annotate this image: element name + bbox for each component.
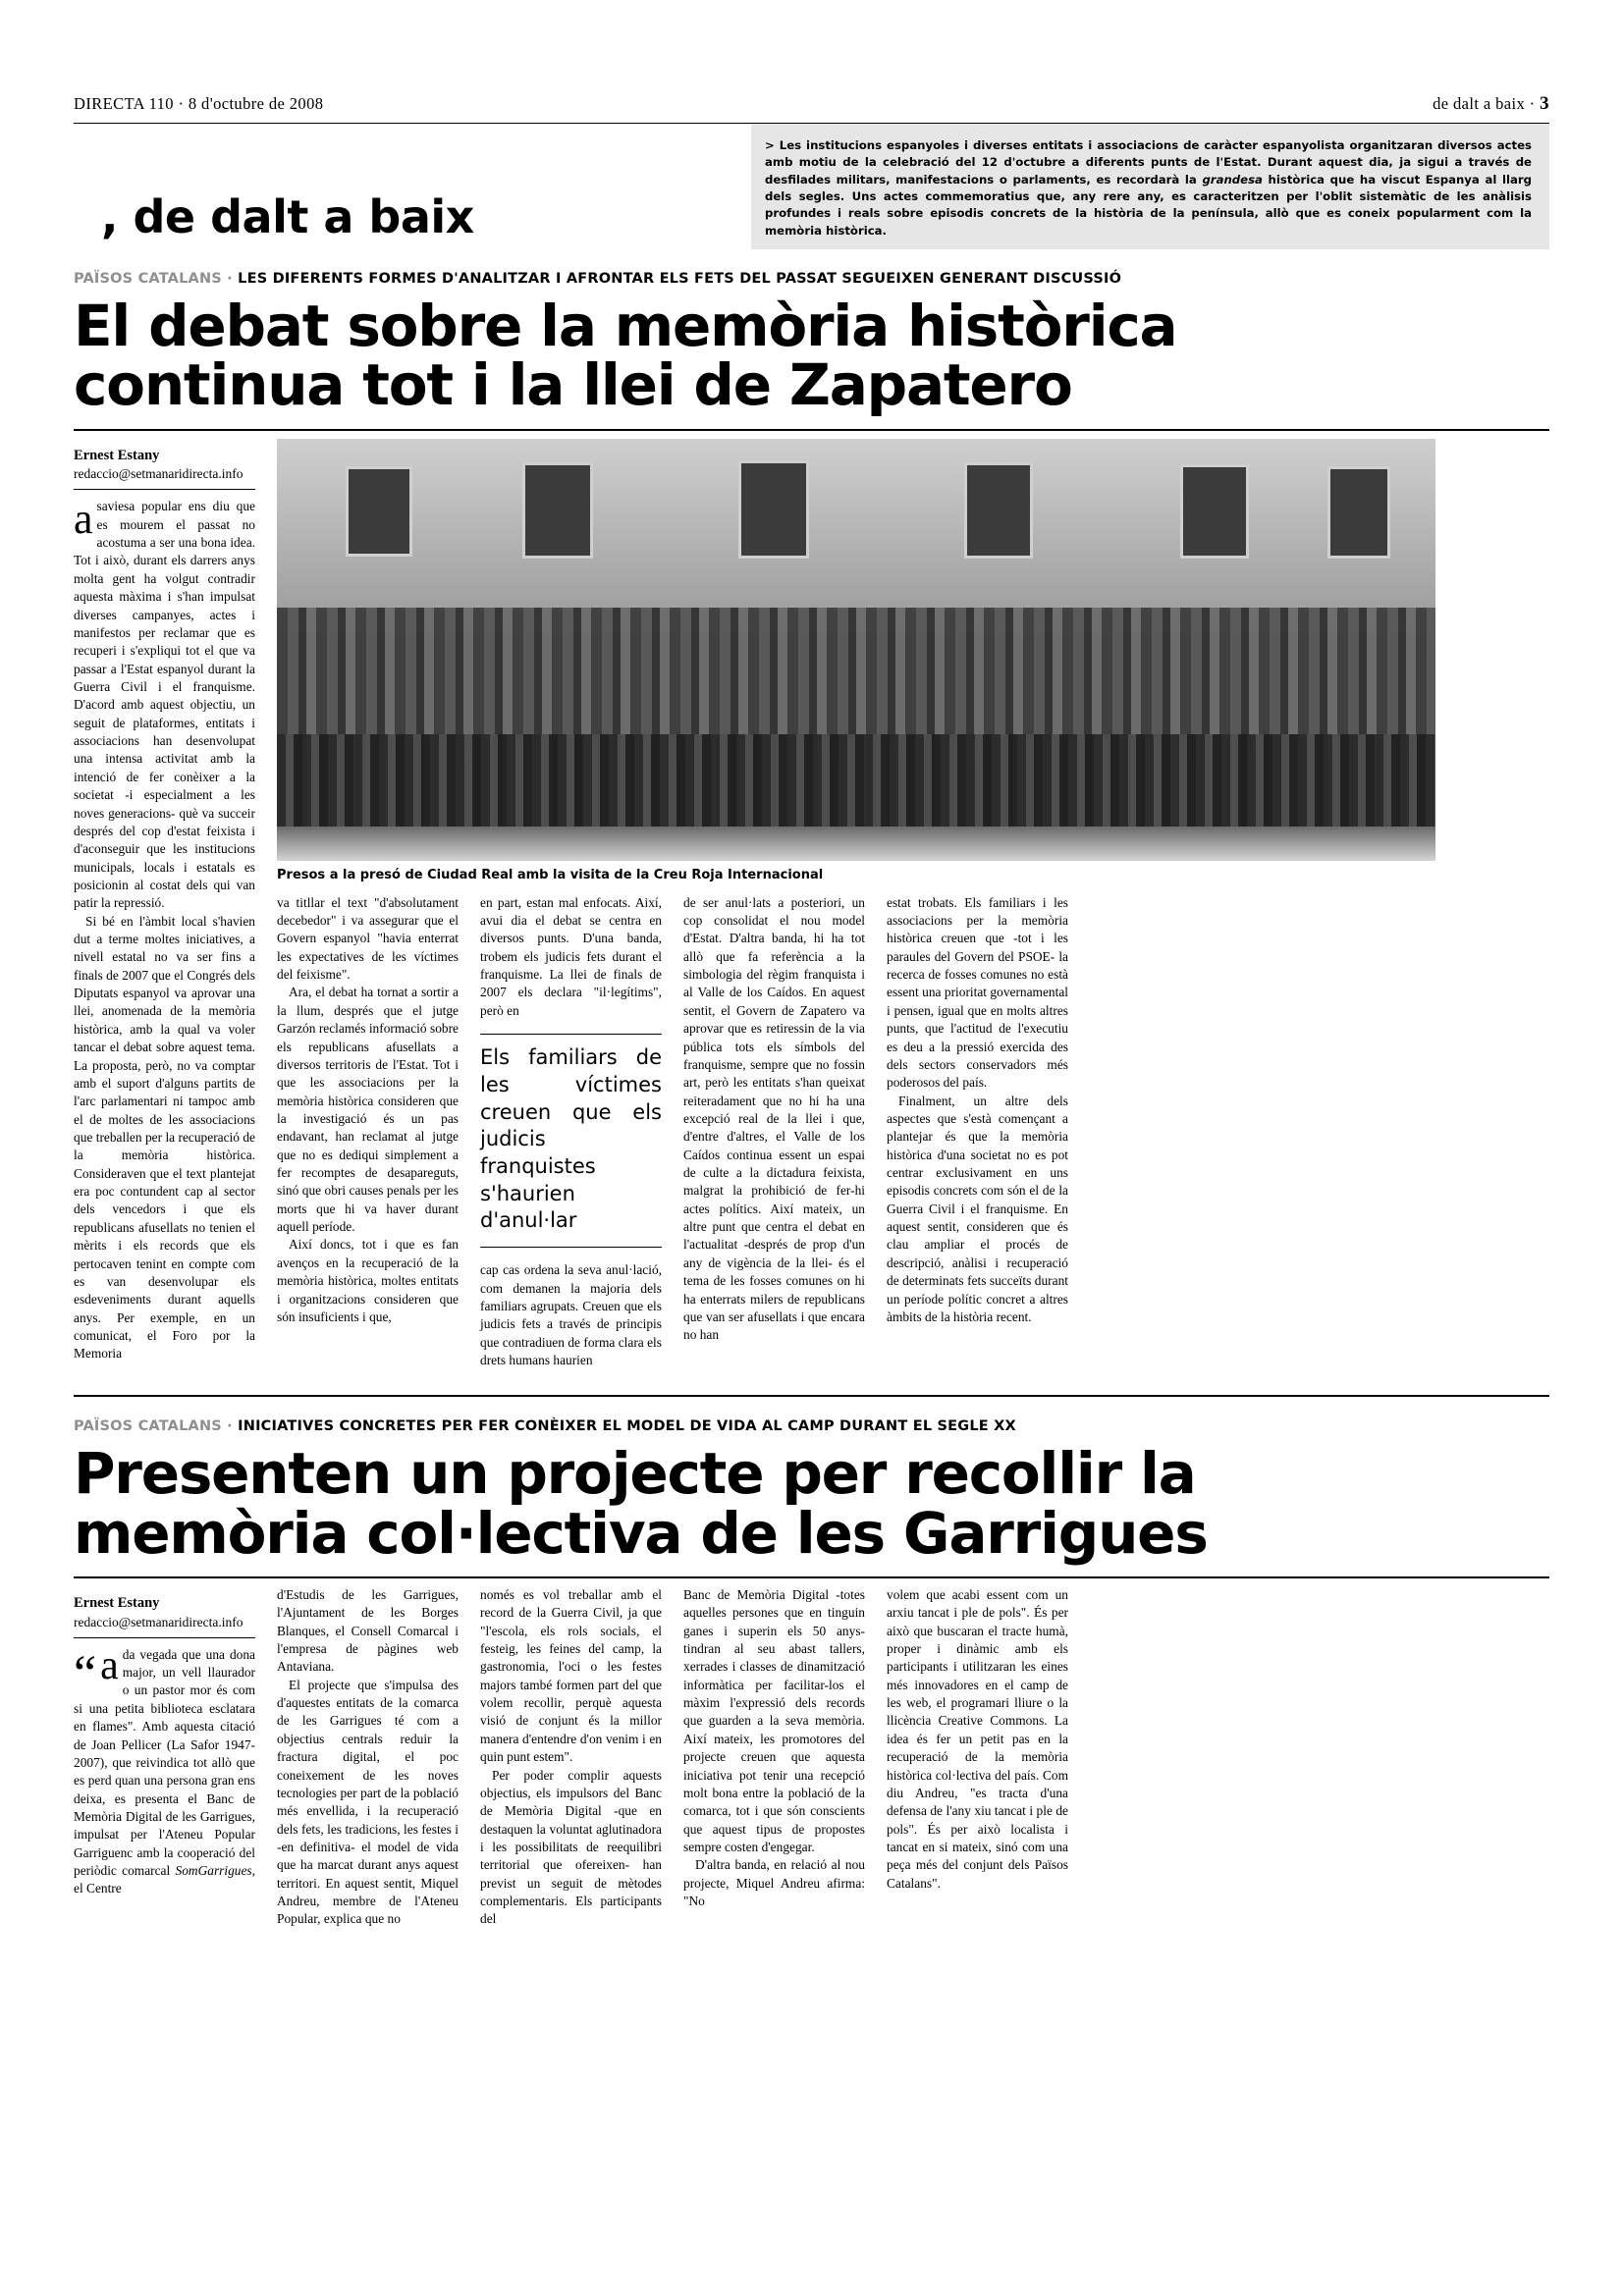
masthead-section-label: de dalt a baix · [1433, 94, 1536, 113]
banner-lead-text [765, 137, 1532, 240]
article2-kicker [74, 1418, 1549, 1434]
article2-col3-p1: només es vol treballar amb el record de la Guerra Civil, ja que "l'escola, els rols socials, el festeig, les feines del camp, la gastronomia, l'oci o les festes majors també formen part del que volem recollir, perquè aquesta visió de conjunt és la millor manera d'entendre d'on venim i en quin punt estem". [480, 1586, 662, 1765]
banner-lead-italic: grandesa [1202, 172, 1263, 187]
article2-col3 [480, 1586, 662, 1929]
masthead [74, 0, 1549, 115]
article1-pullquote: Els familiars de les víctimes creuen que els judicis franquistes s'haurien d'anul·lar [480, 1034, 662, 1248]
article1-photo [277, 439, 1435, 861]
photo-window-4 [964, 462, 1033, 559]
article1-rule [74, 429, 1549, 431]
article2-columns [74, 1586, 1549, 1929]
article1-col4-p1: de ser anul·lats a posteriori, un cop consolidat el nou model d'Estat. D'altra banda, hi ha tot allò que fa referència a la simbologia del règim franquista i al Valle de los Caídos. En aquest sentit, el Govern de Zapatero va aprovar que es retiressin de la via pública tots els símbols del franquisme, sempre que no fossin art, però les entitats s'han queixat reiteradament que no hi ha una excepció real de la llei i que, d'entre d'altres, el Valle de los Caídos continua essent un espai de culte a la dictadura feixista, malgrat la prohibició de fer-hi actes polítics. Així mateix, un altre punt que centra el debat en l'actualitat -després de prop d'un any de vigència de la llei- és el tema de les fosses comunes on hi ha enterrats milers de republicans que van ser afusellats i que encara no han [683, 894, 865, 1343]
article1-col5 [887, 894, 1068, 1370]
article1-col2-p2: Ara, el debat ha tornat a sortir a la llum, després que el jutge Garzón reclamés informació sobre els republicans afusellats a diversos territoris de l'Estat. Tot i que les associacions per la memòria històrica consideren que la investigació és un pas endavant, han reclamat al jutge que no es dediqui simplement a fer recomptes de desapareguts, sinó que obri causes penals per les morts que hi va haver durant aquell període. [277, 985, 459, 1235]
article-separator-rule [74, 1395, 1549, 1397]
article1-photo-caption: Presos a la presó de Ciudad Real amb la visita de la Creu Roja Internacional [277, 867, 824, 882]
article2-headline [74, 1440, 1549, 1567]
masthead-section [1433, 93, 1549, 115]
photo-building [277, 439, 1435, 633]
article1-col3-p1: en part, estan mal enfocats. Així, avui dia el debat se centra en diversos punts. D'una banda, trobem els judicis fets durant el franquisme. La llei de finals de 2007 els declara "il·legítims", però en [480, 894, 662, 1018]
article2-col2 [277, 1586, 459, 1929]
banner-lead-part2: històrica que ha viscut Espanya al llarg dels segles. Uns actes commemoratius que, any rere any, es caracteritzen per l'oblit sistemàtic de les anàlisis profundes i reals sobre episodis concrets de la història de la península, allò que es coneix popularment com la memòria històrica. [765, 172, 1532, 238]
article1-col4 [683, 894, 865, 1370]
article1-author: Ernest Estany [74, 447, 160, 463]
article2-kicker-section: PAÏSOS CATALANS · [74, 1418, 233, 1435]
article2-col1 [74, 1642, 255, 1898]
article2-col5-p1: volem que acabi essent com un arxiu tancat i ple de pols". És per això que buscaran el tracte humà, proper i dinàmic amb els participants i utilitzaran les eines més innovadores en el camp de les web, el programari lliure o la llicència Creative Commons. La idea és fer un petit pas en la recuperació de la memòria històrica col·lectiva del país. Com diu Andreu, "es tracta d'una defensa de l'any xiu tancat i ple de pols". És per això localista i tancat en si mateix, sinó com una peça més del conjunt dels Països Catalans". [887, 1586, 1068, 1891]
open-quote-icon: “ [74, 1645, 97, 1702]
article1-col1 [74, 495, 255, 1362]
article1-photo-wrap [277, 439, 1435, 882]
article1-col2 [277, 894, 459, 1370]
article2-headline-line2: memòria col·lectiva de les Garrigues [74, 1499, 1208, 1567]
article2-col1-text: ada vegada que una dona major, un vell llaurador o un pastor mor és com si una petita biblioteca esclatara en flames". Amb aquesta citació de Joan Pellicer (La Safor 1947-2007), que reivindica tot allò que es perd quan una persona gran ens deixa, es presenta el Banc de Memòria Digital de les Garrigues, impulsat per l'Ateneu Popular Garriguenc amb la cooperació del periòdic comarcal [74, 1642, 255, 1879]
article1-col3 [480, 894, 662, 1370]
section-title: , de dalt a baix [101, 190, 474, 243]
article1-byline [74, 447, 255, 484]
article1-byline-rule [74, 489, 255, 490]
photo-ground [277, 827, 1435, 860]
article1-col5-p2: Finalment, un altre dels aspectes que s'està començant a plantejar és que la memòria històrica d'una societat no es pot centrar exclusivament en uns episodis concrets com són el de la Guerra Civil i el franquisme. En aquest sentit, consideren que és clau ampliar el procés de descripció, anàlisi i recuperació de determinats fets succeïts durant un període polític concret a altres àmbits de la història recent. [887, 1093, 1068, 1324]
article1-col3-p2: cap cas ordena la seva anul·lació, com demanen la majoria dels familiars agrupats. Creuen que els judicis fets a través de principis que contradiuen de forma clara els drets humans haurien [480, 1262, 662, 1367]
article2-rule [74, 1576, 1549, 1578]
article2-byline [74, 1594, 255, 1631]
article1-col1-p2: Si bé en l'àmbit local s'havien dut a terme moltes iniciatives, a nivell estatal no va ser fins a finals de 2007 que el Congrés dels Diputats espanyol va aprovar una llei, anomenada de la memòria històrica, amb la qual va voler tancar el debat sobre aquest tema. La proposta, però, no va comptar amb el suport d'alguns partits de l'arc parlamentari ni tampoc amb el de moltes de les associacions que treballen per la recuperació de la memòria històrica. Consideraven que el text plantejat era poc contundent cap al sector dels vencedors i que els republicans afusellats no tenien el mèrits i els records que els pertocaven tenint en compte com es van desenvolupar els esdeveniments durant aquells anys. Per exemple, en un comunicat, el Foro por la Memoria [74, 913, 255, 1362]
article2-col2-p2: El projecte que s'impulsa des d'aquestes entitats de la comarca de les Garrigues té com a objectius centrals reduir la fractura digital, el poc coneixement de les noves tecnologies per part de la població més envellida, i la recuperació dels fets, les tradicions, les festes i -en definitiva- el model de vida que ha marcat durant anys aquest territori. En aquest sentit, Miquel Andreu, membre de l'Ateneu Popular, explica que no [277, 1677, 459, 1927]
banner-title-zone [74, 124, 751, 249]
article1-columns [277, 894, 1435, 1370]
article1-col1-p1: asaviesa popular ens diu que es mourem el passat no acostuma a ser una bona idea. Tot i això, durant els darrers anys molta gent ha volgut contradir aquesta màxima i s'han impulsat diverses campanyes, actes i manifestos per reclamar que es recuperi i s'expliqui tot el que va passar a l'Estat espanyol durant la Guerra Civil i el franquisme. D'acord amb aquest objectiu, un seguit de plataformes, entitats i associacions han desenvolupat una intensa activitat amb la intenció de fer conèixer a la societat -i especialment a les noves generacions- què va succeir després del cop d'estat feixista i d'aconseguir que les institucions municipals, locals i estatals es posicionin al costat dels qui van patir la repressió. [74, 495, 255, 911]
article1-kicker [74, 271, 1549, 287]
article2-byline-rule [74, 1637, 255, 1638]
article1-col5-p1: estat trobats. Els familiars i les associacions per la memòria històrica creuen que -tot i les paraules del Govern del PSOE- la recerca de fosses comunes no està essent una prioritat governamental i pensen, igual que en molts altres punts, que l'actitud de l'executiu es deu a la pressió exercida des dels sectors conservadors més poderosos del país. [887, 894, 1068, 1091]
article2-col3-p2: Per poder complir aquests objectius, els impulsors del Banc de Memòria Digital -que en destaquen la voluntat aglutinadora i les possibilitats de reequilibri territorial que ofereixen- han previst un seguit de mètodes complementaris. Els participants del [480, 1767, 662, 1927]
article2-headline-line1: Presenten un projecte per recollir la [74, 1440, 1196, 1508]
article2-col1-p1 [74, 1642, 255, 1898]
photo-window-6 [1327, 466, 1390, 559]
article2-col1-italic: SomGarrigues [175, 1863, 252, 1879]
article2-col2-p1: d'Estudis de les Garrigues, l'Ajuntament de les Borges Blanques, el Consell Comarcal i l'empresa de pàgines web Antaviana. [277, 1586, 459, 1675]
article2-col4 [683, 1586, 865, 1929]
photo-window-1 [346, 466, 412, 557]
article1-col2-p1: va titllar el text "d'absolutament decebedor" i va assegurar que el Govern espanyol "havia enterrat les expectatives de les víctimes del feixisme". [277, 894, 459, 983]
article2-col1-text2: , el Centre [74, 1863, 255, 1896]
section-banner [74, 124, 1549, 249]
photo-window-3 [738, 460, 809, 559]
article1-kicker-text: LES DIFERENTS FORMES D'ANALITZAR I AFRONTAR ELS FETS DEL PASSAT SEGUEIXEN GENERANT DISCUSSIÓ [238, 271, 1122, 287]
banner-lead-part1: Les institucions espanyoles i diverses entitats i associacions de caràcter espanyolista organitzaran diversos actes amb motiu de la celebració del 12 d'octubre a diferents punts de l'Estat. Durant aquest dia, ja sigui a través de desfilades militars, manifestacions o parlaments, es recordarà la [765, 138, 1532, 187]
masthead-issue: DIRECTA 110 · 8 d'octubre de 2008 [74, 94, 324, 113]
photo-window-2 [522, 462, 593, 559]
article2-col5 [887, 1586, 1068, 1929]
article1-email: redaccio@setmanaridirecta.info [74, 466, 243, 482]
banner-lead-box [751, 124, 1549, 249]
photo-window-5 [1180, 464, 1249, 559]
article1-headline-line2: continua tot i la llei de Zapatero [74, 351, 1072, 419]
article2-kicker-text: INICIATIVES CONCRETES PER FER CONÈIXER EL MODEL DE VIDA AL CAMP DURANT EL SEGLE XX [238, 1418, 1016, 1435]
article2-author: Ernest Estany [74, 1594, 160, 1611]
article2-col4-p1: Banc de Memòria Digital -totes aquelles persones que en tinguin ganes i superin els 50 anys- tindran al seu abast tallers, xerrades i classes de dinamització informàtica per facilitar-los el màxim l'expressió dels records que guarden a la seva memòria. Així mateix, les promotores del projecte creuen que aquesta iniciativa pot tenir una recepció molt bona entre la població de la comarca, tot i que són conscients que aquest tipus de propostes sempre costen d'engegar. [683, 1586, 865, 1854]
article1-kicker-section: PAÏSOS CATALANS · [74, 271, 233, 287]
article1-col2-p3: Així doncs, tot i que es fan avenços en la recuperació de la memòria històrica, moltes entitats i organitzacions consideren que són insuficients i que, [277, 1237, 459, 1324]
article1-headline [74, 293, 1549, 419]
article2-col4-p2: D'altra banda, en relació al nou projecte, Miquel Andreu afirma: "No [683, 1857, 865, 1909]
arrow-icon: > [765, 138, 775, 152]
page-number: 3 [1540, 93, 1549, 114]
article2-email: redaccio@setmanaridirecta.info [74, 1614, 243, 1629]
article1-headline-line1: El debat sobre la memòria històrica [74, 293, 1177, 359]
